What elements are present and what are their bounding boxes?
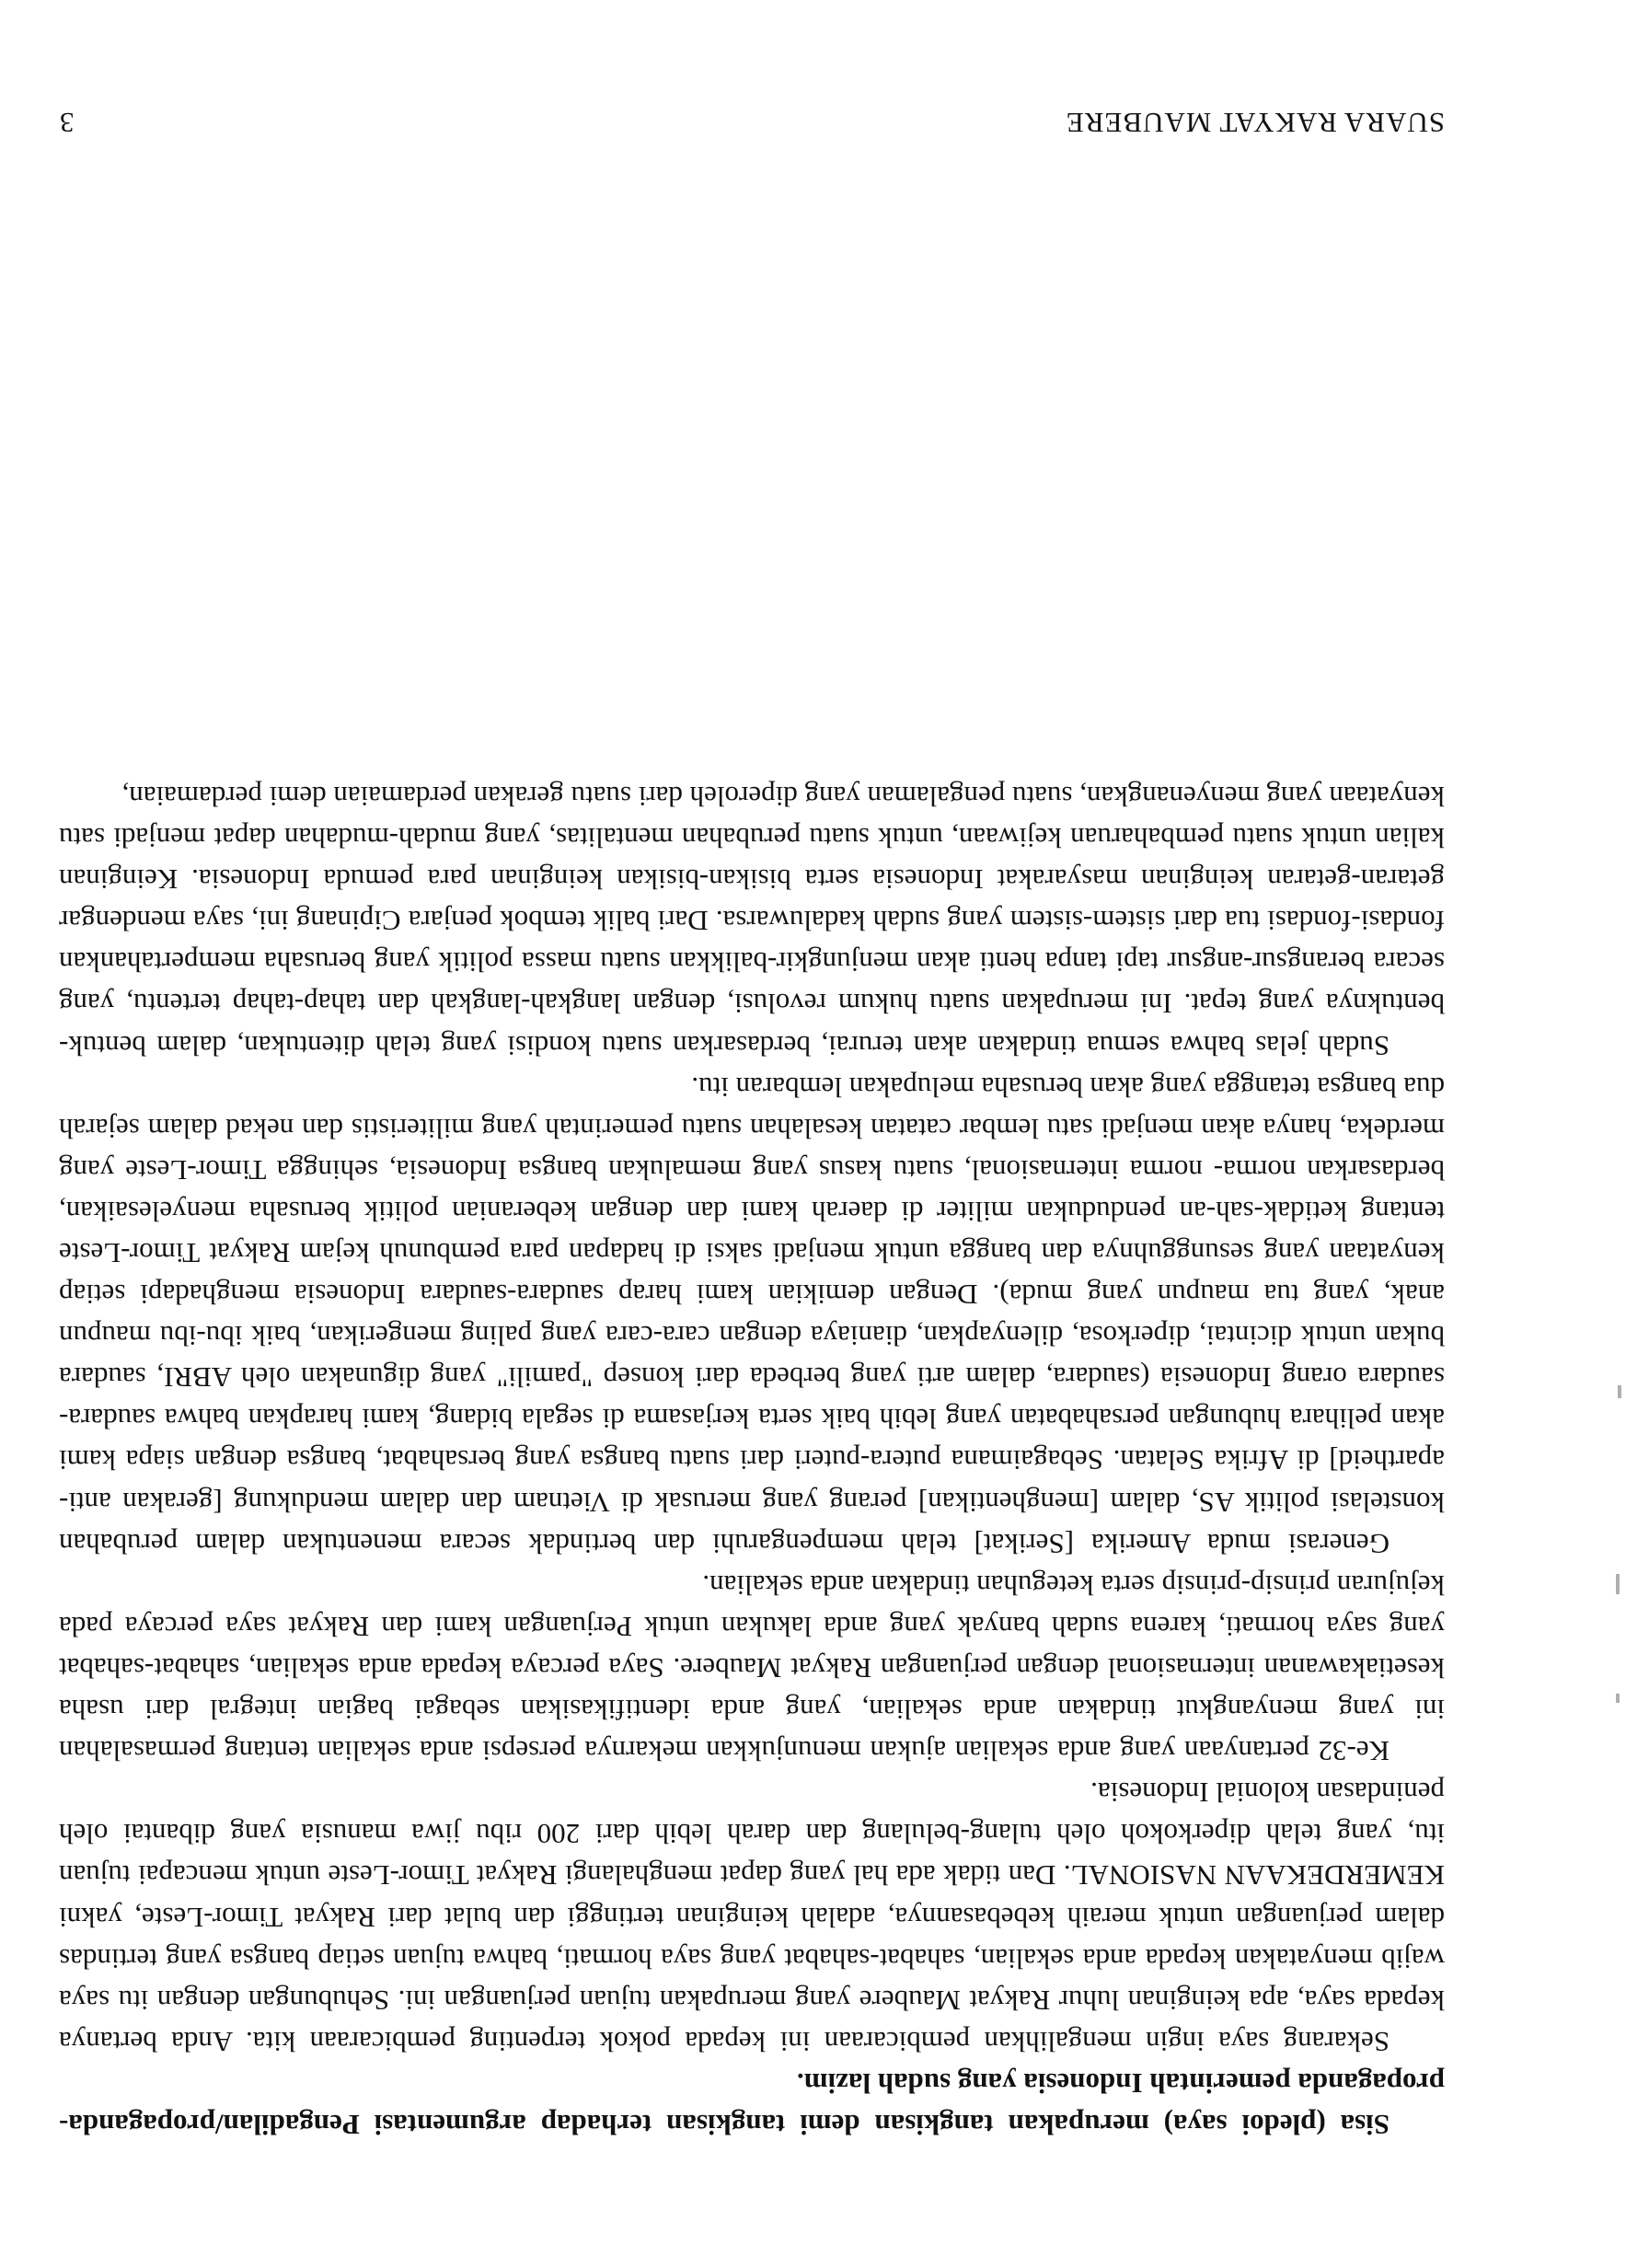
running-footer (59, 84, 1445, 139)
page-number: 3 (59, 107, 75, 139)
paragraph-5: Sudah jelas bahwa semua tindakan akan terurai, berdasarkan suatu kondisi yang telah ditentukan, dalam bentuk-bentuknya yang tepat. Ini merupakan suatu hukum revolusi, dengan langkah-langkah dan tahap-tahap tertentu, yang secara berangsur-angsur tapi tanpa henti akan menjungkir-balikkan suatu massa politik yang berusaha mempertahankan fondasi-fondasi tua dari sistem-sistem yang sudah kadaluwarsa. Dari balik tembok penjara Cipinang ini, saya mendengar getaran-getaran keinginan masyarakat Indonesia serta bisikan-bisikan keinginan para pemuda Indonesia. Keinginan kalian untuk suatu pembaharuan kejiwaan, untuk suatu perubahan mentalitas, yang mudah-mudahan dapat menjadi satu kenyataan yang menyenangkan, suatu pengalaman yang diperoleh dari suatu gerakan perdamaian demi perdamaian, (59, 781, 1445, 1062)
scan-artifact (1616, 1574, 1620, 1594)
paragraph-4: Generasi muda Amerika [Serikat] telah mempengaruhi dan bertindak secara menentukan dalam perubahan konstelasi politik AS, dalam [menghentikan] perang yang merusak di Vietnam dan dalam mendukung [gerakan anti-apartheid] di Afrika Selatan. Sebagaimana putera-puteri dari suatu bangsa yang bersahabat, bangsa dengan siapa kami akan pelihara hubungan persahabatan yang lebih baik serta kerjasama di segala bidang, kami harapkan bahwa saudara-saudara orang Indonesia (saudara, dalam arti yang berbeda dari konsep "pamili" yang digunakan oleh ABRI, saudara bukan untuk dicintai, diperkosa, dilenyapkan, dianiaya dengan cara-cara yang paling mengerikan, baik ibu-ibu maupun anak, yang tua maupun yang muda). Dengan demikian kami harap saudara-saudara Indonesia menghadapi setiap kenyataan yang sesungguhnya dan bangga untuk menjadi saksi di hadapan para pembunuh kejam Rakyat Timor-Leste tentang ketidak-sah-an pendudukan militer di daerah kami dan dengan keberanian politik berusaha menyelesaikan, berdasarkan norma- norma internasional, suatu kasus yang memalukan bangsa Indonesia, sehingga Timor-Leste yang merdeka, hanya akan menjadi satu lembar catatan kesalahan suatu pemerintah yang militeristis dan nekad dalam sejarah dua bangsa tetangga yang akan berusaha melupakan lembaran itu. (59, 1070, 1445, 1560)
scan-artifact (1618, 1385, 1621, 1398)
page-body (59, 29, 1445, 2146)
paragraph-1: Sisa (pledoi saya) merupakan tangkisan demi tangkisan terhadap argumentasi Pengadilan/propaganda-propaganda pemerintah Indonesia yang sudah lazim. (59, 2066, 1445, 2141)
scan-artifact (1616, 1694, 1620, 1703)
running-title: SUARA RAKYAT MAUBERE (1065, 107, 1445, 139)
paragraph-2: Sekarang saya ingin mengalihkan pembicaraan ini kepada pokok terpenting pembicaraan kita. Anda bertanya kepada saya, apa keinginan luhur Rakyat Maubere yang merupakan tujuan perjuangan ini. Sehubungan dengan itu saya wajib menyatakan kepada anda sekalian, sahabat-sahabat yang saya hormati, bahwa tujuan setiap bangsa yang tertindas dalam perjuangan untuk meraih kebebasannya, adalah keinginan tertinggi dan bulat dari Rakyat Timor-Leste, yakni KEMERDEKAAN NASIONAL. Dan tidak ada hal yang dapat menghalangi Rakyat Timor-Leste untuk mencapai tujuan itu, yang telah diperkokoh oleh tulang-belulang dan darah lebih dari 200 ribu jiwa manusia yang dibantai oleh penindasan kolonial Indonesia. (59, 1776, 1445, 2058)
paragraph-3: Ke-32 pertanyaan yang anda sekalian ajukan menunjukkan mekarnya persepsi anda sekalian tentang permasalahan ini yang menyangkut tindakan anda sekalian, yang anda identifikasikan sebagai bagian integral dari usaha kesetiakawanan internasional dengan perjuangan Rakyat Maubere. Saya percaya kepada anda sekalian, sahabat-sahabat yang saya hormati, karena sudah banyak yang anda lakukan untuk Perjuangan kami dan Rakyat saya percaya pada kejujuran prinsip-prinsip serta keteguhan tindakan anda sekalian. (59, 1568, 1445, 1768)
